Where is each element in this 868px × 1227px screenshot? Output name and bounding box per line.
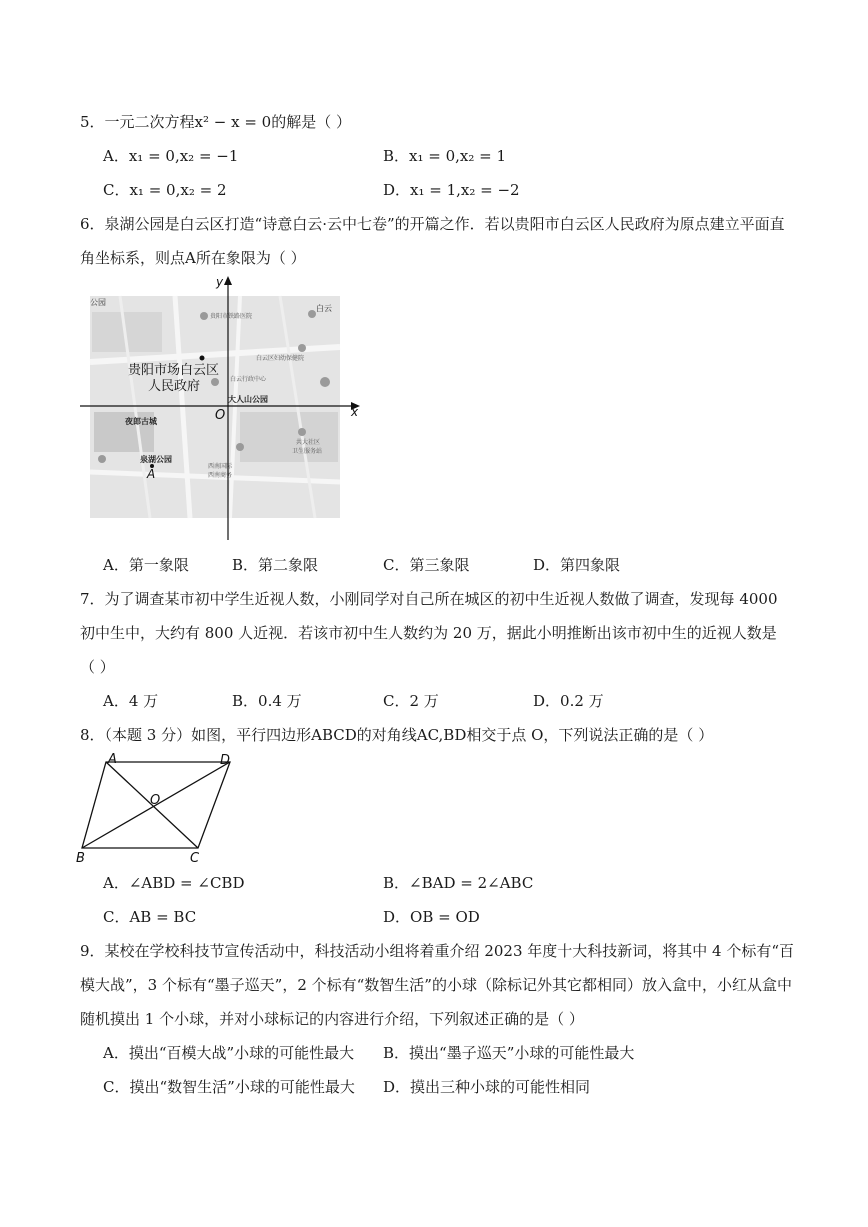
- map-label: 白云区妇幼保健院: [256, 355, 305, 362]
- map-pin-icon: [320, 377, 330, 387]
- map-label: 西南商务: [208, 472, 233, 479]
- map-pin-icon: [236, 443, 244, 451]
- map-pin-icon: [98, 455, 106, 463]
- q6-map-figure: [80, 272, 370, 542]
- q6-option-d: D．第四象限: [533, 556, 621, 574]
- q6-option-c: C．第三象限: [383, 556, 470, 574]
- q6-stem-line2: 角坐标系，则点A所在象限为（ ）: [80, 249, 306, 267]
- map-block: [240, 412, 338, 462]
- q8-option-a: A．∠ABD = ∠CBD: [103, 874, 245, 892]
- map-label: 卫生服务站: [292, 448, 323, 455]
- origin-label: O: [215, 408, 226, 423]
- q5-option-d: D．x₁ = 1,x₂ = −2: [383, 181, 520, 199]
- map-pin-icon: [200, 312, 208, 320]
- q9-option-b: B．摸出“墨子巡天”小球的可能性最大: [383, 1044, 635, 1062]
- y-axis-arrow: [224, 276, 232, 285]
- map-pin-icon: [298, 344, 306, 352]
- vertex-b-label: B: [76, 851, 85, 866]
- q7-option-d: D．0.2 万: [533, 692, 604, 710]
- q7-option-c: C．2 万: [383, 692, 439, 710]
- point-a-label: A: [147, 467, 156, 481]
- map-label: 公园: [90, 298, 106, 307]
- vertex-c-label: C: [190, 851, 200, 866]
- park-label: 泉湖公园: [140, 455, 172, 464]
- vertex-d-label: D: [220, 753, 231, 768]
- q6-option-b: B．第二象限: [232, 556, 319, 574]
- q9-stem-line1: 9．某校在学校科技节宣传活动中，科技活动小组将着重介绍 2023 年度十大科技新词，将其中 4 个标有“百: [80, 942, 795, 960]
- q5-option-c: C．x₁ = 0,x₂ = 2: [103, 181, 227, 199]
- map-pin-icon: [211, 378, 219, 386]
- q7-option-b: B．0.4 万: [232, 692, 302, 710]
- q9-stem-line3: 随机摸出 1 个小球，并对小球标记的内容进行介绍，下列叙述正确的是（ ）: [80, 1010, 584, 1028]
- map-label: 大人山公园: [228, 395, 268, 404]
- government-label-line2: 人民政府: [148, 379, 201, 394]
- map-label: 白云行政中心: [230, 376, 267, 383]
- map-label: 白云: [316, 304, 332, 313]
- vertex-a-label: A: [108, 752, 117, 767]
- x-axis-label: x: [351, 405, 359, 419]
- map-pin-icon: [298, 428, 306, 436]
- q9-option-d: D．摸出三种小球的可能性相同: [383, 1078, 591, 1096]
- q7-option-a: A．4 万: [103, 692, 159, 710]
- q8-option-d: D．OB = OD: [383, 908, 480, 926]
- q9-option-a: A．摸出“百模大战”小球的可能性最大: [103, 1044, 355, 1062]
- point-o-label: O: [150, 793, 161, 808]
- q9-option-c: C．摸出“数智生活”小球的可能性最大: [103, 1078, 355, 1096]
- q6-option-a: A．第一象限: [103, 556, 189, 574]
- q8-stem: 8．（本题 3 分）如图，平行四边形ABCD的对角线AC,BD相交于点 O，下列说法正确的是（ ）: [80, 726, 714, 744]
- q5-option-a: A．x₁ = 0,x₂ = −1: [103, 147, 239, 165]
- q7-stem-line1: 7．为了调查某市初中学生近视人数，小刚同学对自己所在城区的初中生近视人数做了调查，发现每 4000: [80, 590, 778, 608]
- q6-stem-line1: 6．泉湖公园是白云区打造“诗意白云·云中七卷”的开篇之作．若以贵阳市白云区人民政府为原点建立平面直: [80, 215, 785, 233]
- map-label: 共大社区: [296, 439, 321, 446]
- government-marker: [200, 356, 205, 361]
- q8-parallelogram-figure: [74, 750, 244, 868]
- map-label: 贵阳市铁路医院: [210, 313, 253, 320]
- map-pin-icon: [308, 310, 316, 318]
- map-label: 夜郎古城: [125, 417, 157, 426]
- q7-stem-line3: （ ）: [80, 658, 115, 676]
- q8-option-b: B．∠BAD = 2∠ABC: [383, 874, 534, 892]
- q7-stem-line2: 初中生中，大约有 800 人近视．若该市初中生人数约为 20 万，据此小明推断出该市初中生的近视人数是: [80, 624, 777, 642]
- q9-stem-line2: 模大战”，3 个标有“墨子巡天”，2 个标有“数智生活”的小球（除标记外其它都相同）放入盒中，小红从盒中: [80, 976, 792, 994]
- government-label-line1: 贵阳市场白云区: [128, 363, 220, 378]
- y-axis-label: y: [216, 275, 224, 289]
- q8-option-c: C．AB = BC: [103, 908, 197, 926]
- map-label: 西南国际: [208, 463, 233, 470]
- q5-option-b: B．x₁ = 0,x₂ = 1: [383, 147, 507, 165]
- q5-stem: 5．一元二次方程x² − x = 0的解是（ ）: [80, 113, 351, 131]
